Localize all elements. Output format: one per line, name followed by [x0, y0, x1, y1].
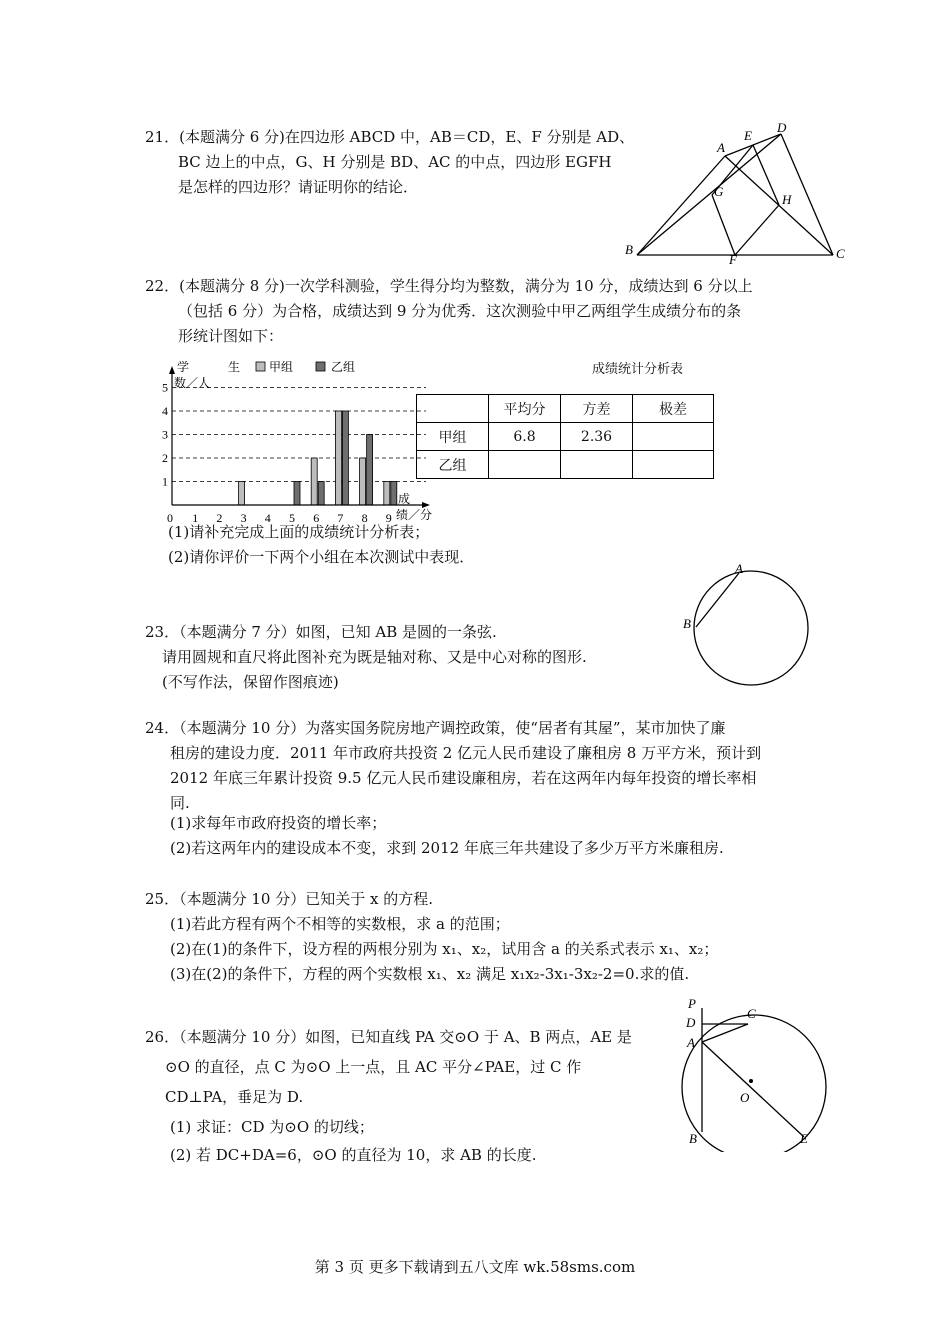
- stats-cell-mean: 6.8: [489, 423, 561, 451]
- q21-label-c: C: [836, 246, 845, 261]
- q26-line-2: ⊙O 的直径，点 C 为⊙O 上一点，且 AC 平分∠PAE，过 C 作: [165, 1058, 582, 1076]
- q22-sub-1: (1)请补充完成上面的成绩统计分析表；: [168, 523, 430, 541]
- q21-quadrilateral-figure: [620, 118, 850, 268]
- q26-label-p: P: [688, 996, 696, 1011]
- stats-table-header-row: [417, 395, 714, 423]
- q21-label-a: A: [717, 140, 725, 155]
- bar-yi-8: [367, 435, 373, 506]
- bar-yi-9: [391, 482, 397, 506]
- stats-header-mean: 平均分: [489, 395, 561, 423]
- q24-line-1: 24．（本题满分 10 分）为落实国务院房地产调控政策，使“居者有其屋”，某市加快了廉: [145, 719, 726, 737]
- stats-cell-range: [633, 451, 714, 479]
- q26-label-e: E: [800, 1131, 808, 1146]
- chart-ylabel-top2: 生: [228, 360, 241, 374]
- q21-line-2: BC 边上的中点，G、H 分别是 BD、AC 的中点，四边形 EGFH: [178, 153, 612, 171]
- y-tick-label-2: 2: [162, 451, 168, 465]
- bar-jia-6: [311, 458, 317, 505]
- q21-label-f: F: [729, 252, 737, 267]
- stats-cell-variance: [561, 451, 633, 479]
- stats-table-title: 成绩统计分析表: [592, 362, 684, 377]
- bar-jia-7: [335, 411, 341, 505]
- q23-line-1: 23．（本题满分 7 分）如图，已知 AB 是圆的一条弦.: [145, 623, 497, 641]
- q26-line-1: 26．（本题满分 10 分）如图，已知直线 PA 交⊙O 于 A、B 两点，AE 是: [145, 1028, 632, 1046]
- chart-ylabel-top: 学: [177, 360, 190, 374]
- stats-cell-group: 甲组: [417, 423, 489, 451]
- q23-label-b: B: [683, 616, 691, 631]
- stats-cell-group: 乙组: [417, 451, 489, 479]
- bar-yi-6: [318, 482, 324, 506]
- q21-line-3: 是怎样的四边形？请证明你的结论．: [178, 178, 419, 196]
- q26-line-3: CD⊥PA，垂足为 D.: [165, 1088, 304, 1106]
- bar-jia-8: [360, 458, 366, 505]
- q22-sub-2: (2)请你评价一下两个小组在本次测试中表现．: [168, 548, 475, 566]
- bar-yi-5: [294, 482, 300, 506]
- q21-label-g: G: [714, 184, 724, 199]
- q21-label-d: D: [777, 120, 787, 135]
- q22-line-1: 22．(本题满分 8 分)一次学科测验，学生得分均为整数，满分为 10 分，成绩达到 6 分以上: [145, 277, 753, 295]
- chart-xlabel-bottom: 绩／分: [396, 508, 433, 522]
- q23-circle-figure: [676, 560, 821, 700]
- q23-line-2: 请用圆规和直尺将此图补充为既是轴对称、又是中心对称的图形.: [162, 648, 587, 666]
- x-tick-label-8: 8: [361, 511, 368, 525]
- stats-header-range: 极差: [633, 395, 714, 423]
- q24-line-5: (1)求每年市政府投资的增长率；: [170, 814, 387, 832]
- q26-line-4: (1) 求证：CD 为⊙O 的切线；: [170, 1118, 374, 1136]
- q25-line-2: (1)若此方程有两个不相等的实数根，求 a 的范围；: [170, 915, 510, 933]
- x-tick-label-7: 7: [337, 511, 344, 525]
- stats-header-variance: 方差: [561, 395, 633, 423]
- q22-line-2: （包括 6 分）为合格，成绩达到 9 分为优秀．这次测验中甲乙两组学生成绩分布的条: [178, 302, 742, 320]
- y-tick-label-3: 3: [162, 427, 168, 442]
- y-tick-label-4: 4: [162, 404, 168, 418]
- q26-label-d: D: [686, 1015, 696, 1030]
- q26-label-o: O: [740, 1090, 750, 1105]
- chart-ylabel-bottom: 数／人: [174, 376, 211, 390]
- x-tick-label-2: 2: [216, 511, 223, 525]
- q21-label-e: E: [744, 128, 752, 143]
- q22-line-3: 形统计图如下：: [178, 327, 284, 345]
- stats-cell-range: [633, 423, 714, 451]
- bar-jia-9: [384, 482, 390, 506]
- q26-label-c: C: [747, 1006, 756, 1021]
- q26-label-b: B: [689, 1131, 697, 1146]
- stats-table: [416, 394, 714, 479]
- stats-row-yi: [417, 451, 714, 479]
- y-tick-label-1: 1: [162, 474, 168, 489]
- legend-label-jia: 甲组: [269, 360, 294, 374]
- legend-swatch-jia: [256, 362, 265, 371]
- q24-line-6: (2)若这两年内的建设成本不变，求到 2012 年底三年共建设了多少万平方米廉租房.: [170, 839, 724, 857]
- stats-row-jia: [417, 423, 714, 451]
- q23-label-a: A: [735, 561, 743, 576]
- x-tick-label-3: 3: [240, 511, 247, 525]
- x-tick-label-9: 9: [385, 511, 392, 525]
- q23-line-3: (不写作法，保留作图痕迹): [162, 673, 339, 691]
- q21-line-1: 21．(本题满分 6 分)在四边形 ABCD 中，AB＝CD，E、F 分别是 AD、: [145, 128, 635, 146]
- x-tick-label-4: 4: [264, 511, 271, 525]
- q21-label-b: B: [625, 242, 633, 257]
- x-tick-label-6: 6: [313, 511, 320, 525]
- q24-line-3: 2012 年底三年累计投资 9.5 亿元人民币建设廉租房，若在这两年内每年投资的增长率相: [170, 769, 757, 787]
- q25-line-3: (2)在(1)的条件下，设方程的两根分别为 x₁、x₂，试用含 a 的关系式表示 x₁、x₂；: [170, 940, 719, 958]
- stats-cell-variance: 2.36: [561, 423, 633, 451]
- q25-line-1: 25．（本题满分 10 分）已知关于 x 的方程.: [145, 890, 433, 908]
- legend-swatch-yi: [316, 362, 325, 371]
- y-axis-arrow: [169, 366, 175, 374]
- x-tick-label-5: 5: [289, 511, 295, 525]
- y-tick-label-5: 5: [162, 380, 168, 395]
- q24-line-4: 同.: [170, 794, 190, 812]
- x-tick-label-1: 1: [192, 511, 199, 525]
- stats-cell-mean: [489, 451, 561, 479]
- chart-xlabel-top: 成: [398, 492, 411, 506]
- q26-circle-figure: [676, 992, 846, 1152]
- x-tick-label-0: 0: [167, 511, 173, 525]
- q21-label-h: H: [782, 192, 792, 207]
- q24-line-2: 租房的建设力度．2011 年市政府共投资 2 亿元人民币建设了廉租房 8 万平方米，预计到: [170, 744, 762, 762]
- q26-center-dot: [749, 1079, 753, 1083]
- q26-label-a: A: [687, 1035, 695, 1050]
- legend-label-yi: 乙组: [331, 360, 356, 374]
- page-footer: 第 3 页 更多下载请到五八文库 wk.58sms.com: [314, 1258, 636, 1276]
- stats-header-blank: [417, 395, 489, 423]
- q25-line-4: (3)在(2)的条件下，方程的两个实数根 x₁、x₂ 满足 x₁x₂-3x₁-3x₂-2=0.求的值.: [170, 965, 690, 983]
- q26-line-5: (2) 若 DC+DA=6，⊙O 的直径为 10，求 AB 的长度.: [170, 1146, 537, 1164]
- score-bar-chart: [150, 355, 440, 535]
- bar-jia-3: [239, 482, 245, 506]
- bar-yi-7: [342, 411, 348, 505]
